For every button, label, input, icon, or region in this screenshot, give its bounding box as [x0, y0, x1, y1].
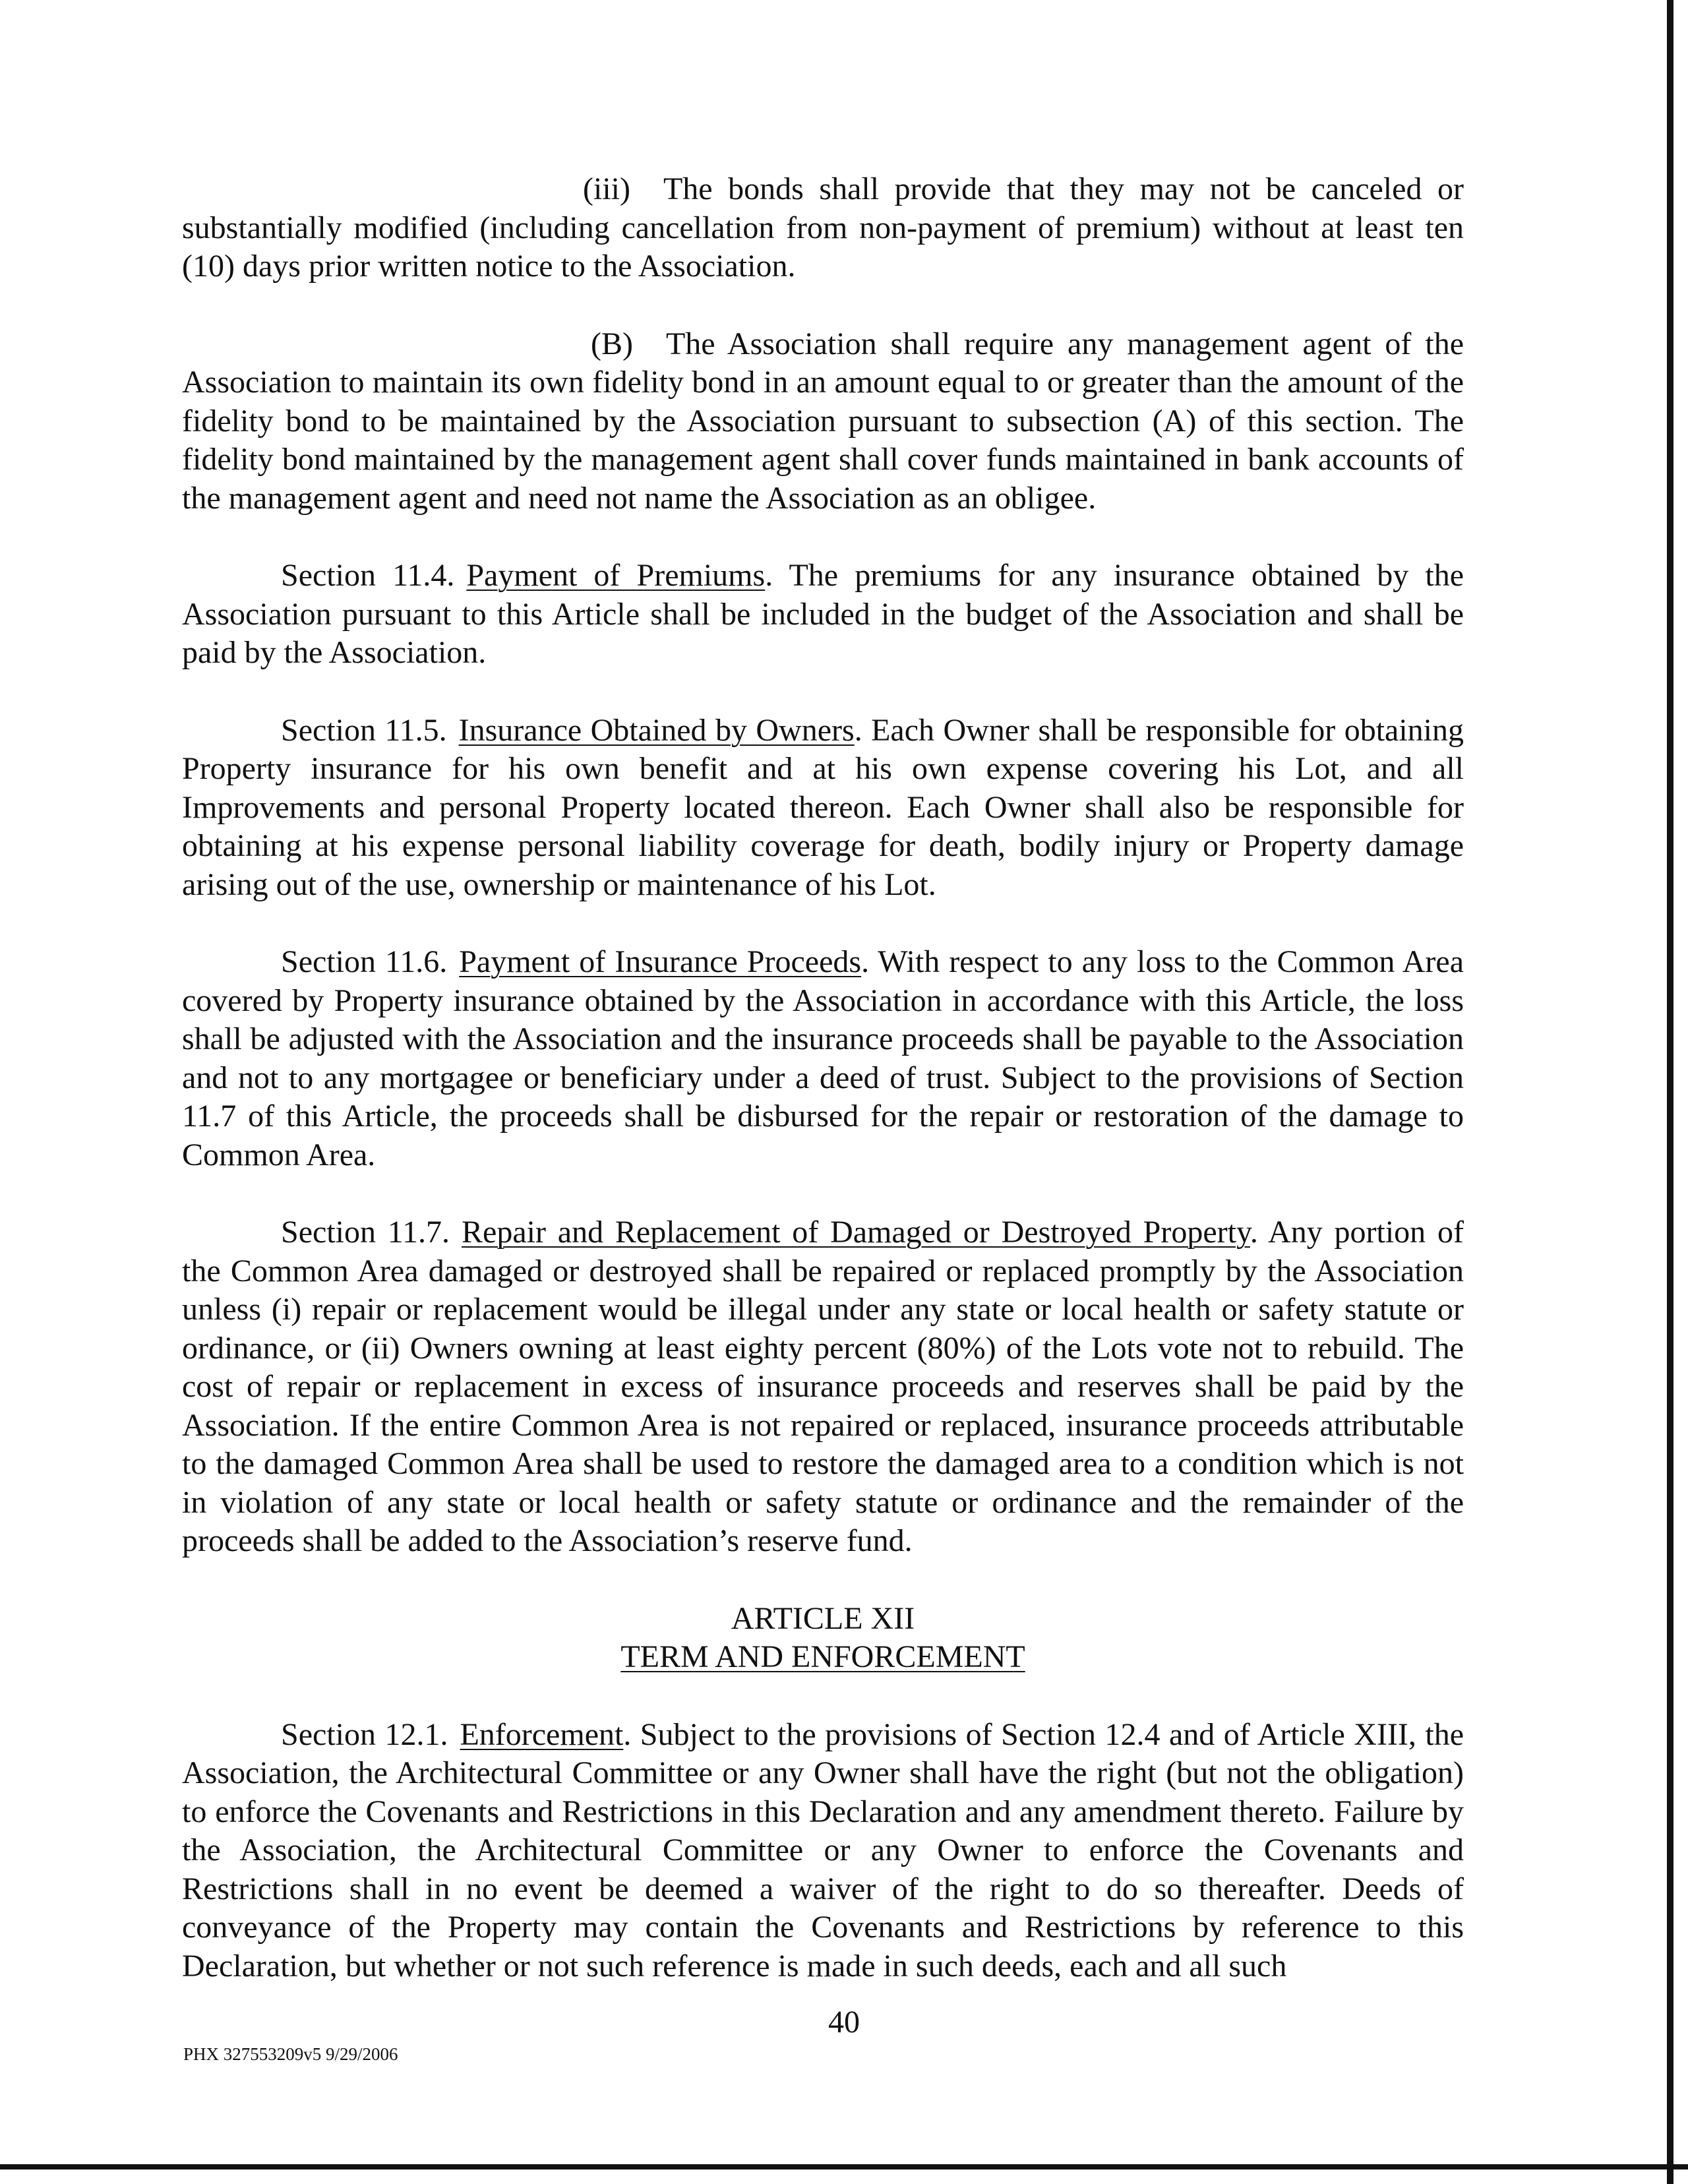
subsection-iii-marker: (iii) — [583, 171, 630, 206]
scan-right-border — [1667, 0, 1673, 2184]
section-11-5-text: Each Owner shall be responsible for obtaining Property insurance for his own benefit and at his own expense covering his Lot, and all Improvements and personal Property located thereon. Each Owner shall also be responsible for obtaining at his expense personal liability coverage for death, bodily injury or Property damage arising out of the use, ownership or maintenance of his Lot. — [182, 712, 1464, 902]
section-11-6-text: With respect to any loss to the Common Area covered by Property insurance obtained by the Association in accordance with this Article, the loss shall be adjusted with the Association and the insurance proceeds shall be payable to the Association and not to any mortgagee or beneficiary under a deed of trust. Subject to the provisions of Section 11.7 of this Article, the proceeds shall be disbursed for the repair or restoration of the damage to Common Area. — [182, 944, 1464, 1172]
section-12-1-title: Enforcement — [460, 1716, 624, 1752]
section-12-1-text: Subject to the provisions of Section 12.4 and of Article XIII, the Association, the Architectural Committee or any Owner shall have the right (but not the obligation) to enforce the Covenants and Restrictions in this Declaration and any amendment thereto. Failure by the Association, the Architectural Committee or any Owner to enforce the Covenants and Restrictions shall in no event be deemed a waiver of the right to do so thereafter. Deeds of conveyance of the Property may contain the Covenants and Restrictions by reference to this Declaration, but whether or not such reference is made in such deeds, each and all such — [182, 1716, 1464, 1984]
section-12-1-paragraph: Section 12.1. Enforcement. Subject to the provisions of Section 12.4 and of Article XIII, the Association, the Architectural Committee or any Owner shall have the right (but not the obligation) to enforce the Covenants and Restrictions in this Declaration and any amendment thereto. Failure by the Association, the Architectural Committee or any Owner to enforce the Covenants and Restrictions shall in no event be deemed a waiver of the right to do so thereafter. Deeds of conveyance of the Property may contain the Covenants and Restrictions by reference to this Declaration, but whether or not such reference is made in such deeds, each and all such — [182, 1716, 1464, 1984]
document-id: PHX 327553209v5 9/29/2006 — [183, 2044, 398, 2064]
section-11-6-paragraph: Section 11.6. Payment of Insurance Proceeds. With respect to any loss to the Common Area covered by Property insurance obtained by the Association in accordance with this Article, the loss shall be adjusted with the Association and the insurance proceeds shall be payable to the Association and not to any mortgagee or beneficiary under a deed of trust. Subject to the provisions of Section 11.7 of this Article, the proceeds shall be disbursed for the repair or restoration of the damage to Common Area. — [182, 944, 1464, 1172]
subsection-b-paragraph — [182, 325, 1464, 518]
subsection-b-marker: (B) — [591, 326, 633, 361]
page-number: 40 — [828, 2005, 860, 2040]
article-title: TERM AND ENFORCEMENT — [620, 1639, 1025, 1674]
section-11-6-number: Section 11.6. — [281, 944, 448, 979]
section-11-7-paragraph: Section 11.7. Repair and Replacement of Damaged or Destroyed Property. Any portion of the Common Area damaged or destroyed shall be repaired or replaced promptly by the Association unless (i) repair or replacement would be illegal under any state or local health or safety statute or ordinance, or (ii) Owners owning at least eighty percent (80%) of the Lots vote not to rebuild. The cost of repair or replacement in excess of insurance proceeds and reserves shall be paid by the Association. If the entire Common Area is not repaired or replaced, insurance proceeds attributable to the damaged Common Area shall be used to restore the damaged area to a condition which is not in violation of any state or local health or safety statute or ordinance and the remainder of the proceeds shall be added to the Association’s reserve fund. — [182, 1215, 1464, 1558]
section-11-5-title: Insurance Obtained by Owners — [458, 712, 855, 748]
section-11-5-paragraph: Section 11.5. Insurance Obtained by Owners. Each Owner shall be responsible for obtaining Property insurance for his own benefit and at his own expense covering his Lot, and all Improvements and personal Property located thereon. Each Owner shall also be responsible for obtaining at his expense personal liability coverage for death, bodily injury or Property damage arising out of the use, ownership or maintenance of his Lot. — [182, 712, 1464, 902]
subsection-iii-paragraph — [182, 170, 1464, 286]
section-11-4-text: The premiums for any insurance obtained by the Association pursuant to this Article shall be included in the budget of the Association and shall be paid by the Association. — [182, 558, 1464, 670]
section-12-1-number: Section 12.1. — [281, 1716, 448, 1752]
document-body — [182, 170, 1464, 2024]
section-11-4-number: Section 11.4. — [281, 558, 455, 593]
section-11-7-text: Any portion of the Common Area damaged or destroyed shall be repaired or replaced promptly by the Association unless (i) repair or replacement would be illegal under any state or local health or safety statute or ordinance, or (ii) Owners owning at least eighty percent (80%) of the Lots vote not to rebuild. The cost of repair or replacement in excess of insurance proceeds and reserves shall be paid by the Association. If the entire Common Area is not repaired or replaced, insurance proceeds attributable to the damaged Common Area shall be used to restore the damaged area to a condition which is not in violation of any state or local health or safety statute or ordinance and the remainder of the proceeds shall be added to the Association’s reserve fund. — [182, 1215, 1464, 1558]
subsection-iii-text: The bonds shall provide that they may not be canceled or substantially modified (including cancellation from non-payment of premium) without at least ten (10) days prior written notice to the Association. — [182, 171, 1464, 284]
section-11-7-title: Repair and Replacement of Damaged or Destroyed Property — [462, 1215, 1250, 1250]
section-11-4-title: Payment of Premiums — [466, 558, 766, 593]
article-heading — [182, 1600, 1464, 1677]
section-11-6-title: Payment of Insurance Proceeds — [459, 944, 862, 979]
section-11-4-paragraph: Section 11.4. Payment of Premiums. The premiums for any insurance obtained by the Association pursuant to this Article shall be included in the budget of the Association and shall be paid by the Association. — [182, 558, 1464, 670]
article-number: ARTICLE XII — [731, 1600, 915, 1636]
subsection-b-text: The Association shall require any management agent of the Association to maintain its own fidelity bond in an amount equal to or greater than the amount of the fidelity bond to be maintained by the Association pursuant to subsection (A) of this section. The fidelity bond maintained by the management agent shall cover funds maintained in bank accounts of the management agent and need not name the Association as an obligee. — [182, 326, 1464, 516]
scan-bottom-border — [0, 2164, 1688, 2169]
section-11-5-number: Section 11.5. — [281, 712, 447, 748]
section-11-7-number: Section 11.7. — [281, 1215, 450, 1250]
